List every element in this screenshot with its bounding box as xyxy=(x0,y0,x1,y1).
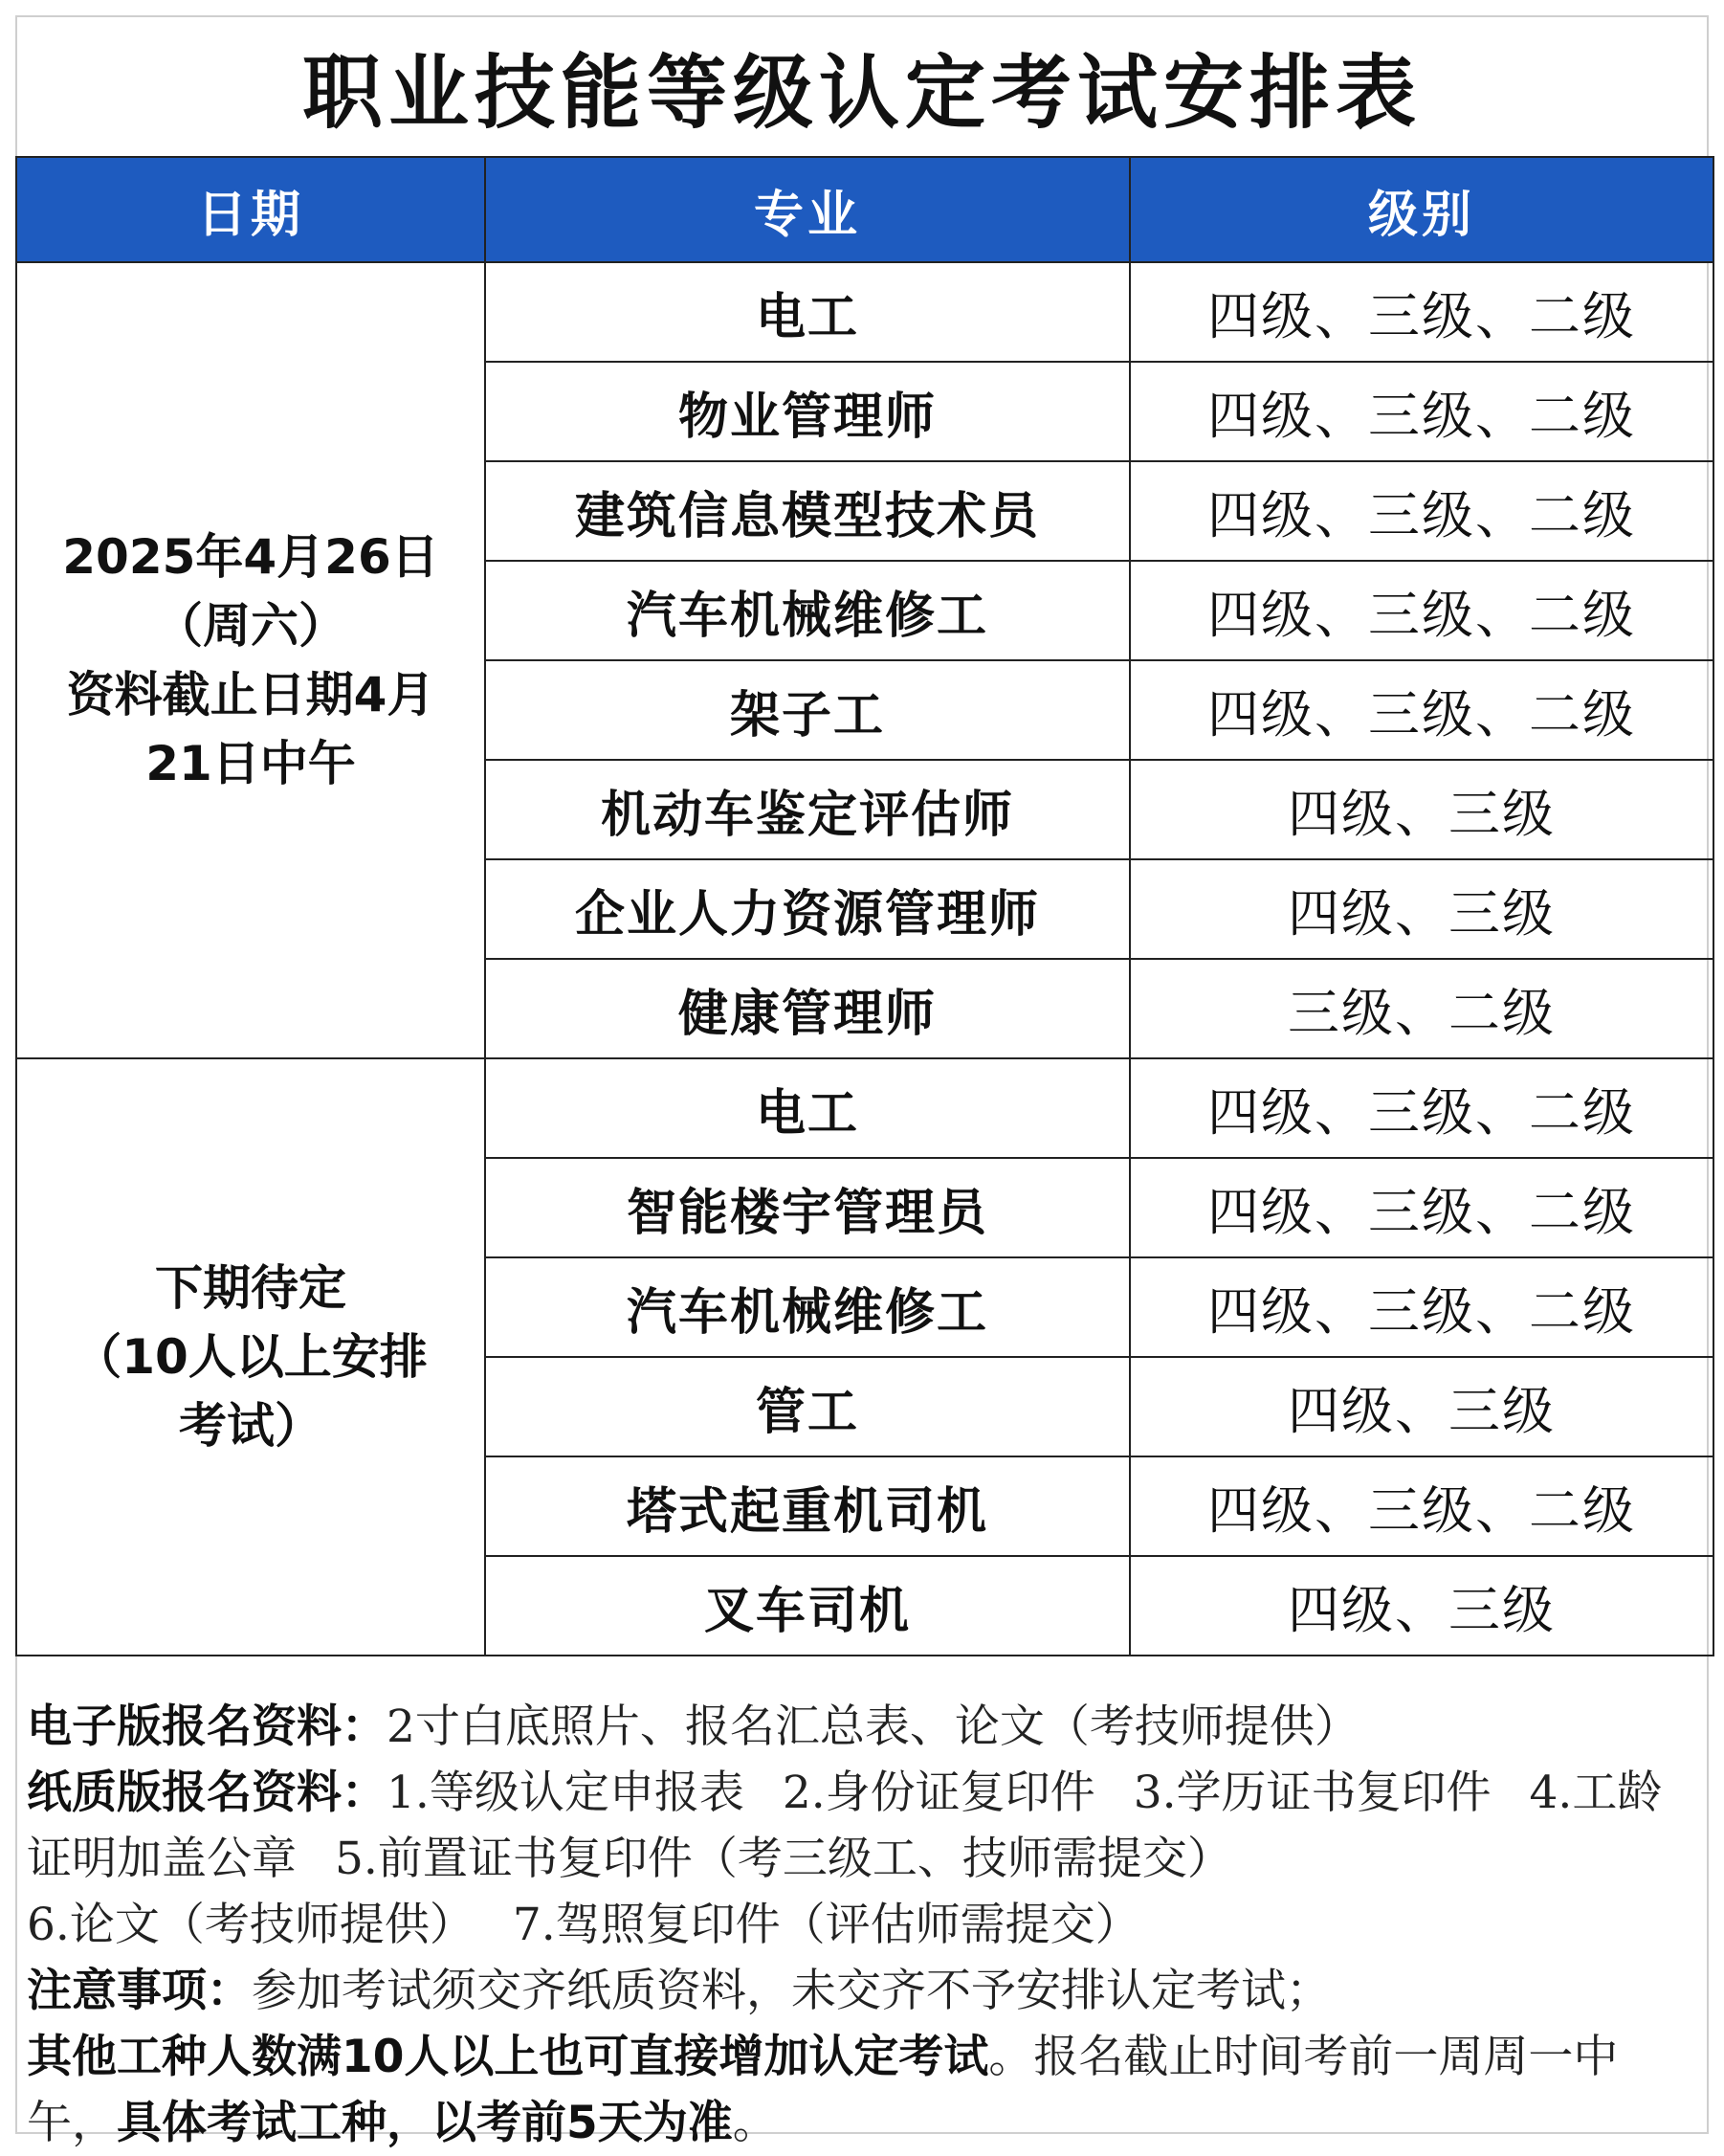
note-paper-item: 4.工龄证明加盖公章 xyxy=(27,1767,1663,1885)
level-cell: 四级、三级、二级 xyxy=(1130,1456,1713,1556)
page-title: 职业技能等级认定考试安排表 xyxy=(301,46,1422,140)
date-line: 下期待定 xyxy=(155,1260,346,1316)
major-cell: 汽车机械维修工 xyxy=(485,561,1130,660)
date-line: （周六） xyxy=(155,598,346,654)
major-cell: 电工 xyxy=(485,262,1130,362)
major-cell: 管工 xyxy=(485,1357,1130,1456)
level-cell: 四级、三级 xyxy=(1130,1357,1713,1456)
major-cell: 企业人力资源管理师 xyxy=(485,859,1130,959)
level-cell: 四级、三级、二级 xyxy=(1130,461,1713,561)
major-cell: 机动车鉴定评估师 xyxy=(485,760,1130,859)
level-cell: 四级、三级、二级 xyxy=(1130,262,1713,362)
major-cell: 建筑信息模型技术员 xyxy=(485,461,1130,561)
header-date: 日期 xyxy=(16,157,485,262)
note-paper xyxy=(27,1760,1701,1958)
table-row xyxy=(16,1058,1713,1158)
note-other-text: 。报名截止时间考前一周周一中午， xyxy=(27,2031,1619,2149)
level-cell: 四级、三级、二级 xyxy=(1130,660,1713,760)
note-specific-bold: 具体考试工种，以考前5天为准 xyxy=(117,2097,733,2149)
date-line: 21日中午 xyxy=(145,736,356,791)
notes-section xyxy=(27,1694,1701,2156)
header-major: 专业 xyxy=(485,157,1130,262)
note-paper-item: 3.学历证书复印件 xyxy=(1133,1767,1492,1819)
level-cell: 四级、三级、二级 xyxy=(1130,362,1713,461)
level-cell: 四级、三级 xyxy=(1130,859,1713,959)
table-body xyxy=(16,262,1713,1656)
schedule-table xyxy=(15,156,1714,1656)
note-other-bold: 其他工种人数满10人以上也可直接增加认定考试 xyxy=(27,2031,989,2083)
note-paper-item: 7.驾照复印件（评估师需提交） xyxy=(512,1899,1140,1951)
level-cell: 四级、三级、二级 xyxy=(1130,1257,1713,1357)
level-cell: 三级、二级 xyxy=(1130,959,1713,1058)
note-electronic-text: 2寸白底照片、报名汇总表、论文（考技师提供） xyxy=(387,1700,1359,1753)
date-line: 考试） xyxy=(179,1398,322,1454)
date-line: 2025年4月26日 xyxy=(62,529,439,585)
level-cell: 四级、三级、二级 xyxy=(1130,1158,1713,1257)
date-cell xyxy=(16,1058,485,1656)
level-cell: 四级、三级 xyxy=(1130,1556,1713,1656)
note-paper-item: 5.前置证书复印件（考三级工、技师需提交） xyxy=(335,1833,1232,1885)
table-row xyxy=(16,262,1713,362)
major-cell: 汽车机械维修工 xyxy=(485,1257,1130,1357)
note-other xyxy=(27,2024,1701,2156)
note-paper-item: 6.论文（考技师提供） xyxy=(27,1899,475,1951)
major-cell: 塔式起重机司机 xyxy=(485,1456,1130,1556)
major-cell: 叉车司机 xyxy=(485,1556,1130,1656)
note-electronic-label: 电子版报名资料： xyxy=(27,1700,387,1753)
note-paper-item: 2.身份证复印件 xyxy=(782,1767,1095,1819)
major-cell: 物业管理师 xyxy=(485,362,1130,461)
note-attention-text: 参加考试须交齐纸质资料，未交齐不予安排认定考试； xyxy=(252,1965,1331,2017)
note-specific-end: 。 xyxy=(732,2097,778,2149)
note-paper-label: 纸质版报名资料： xyxy=(27,1767,387,1819)
major-cell: 健康管理师 xyxy=(485,959,1130,1058)
level-cell: 四级、三级、二级 xyxy=(1130,1058,1713,1158)
header-level: 级别 xyxy=(1130,157,1713,262)
note-attention-label: 注意事项： xyxy=(27,1965,252,2017)
level-cell: 四级、三级、二级 xyxy=(1130,561,1713,660)
date-cell xyxy=(16,262,485,1058)
major-cell: 电工 xyxy=(485,1058,1130,1158)
level-cell: 四级、三级 xyxy=(1130,760,1713,859)
date-line: （10人以上安排 xyxy=(74,1329,428,1385)
note-paper-item: 1.等级认定申报表 xyxy=(387,1767,744,1819)
date-line: 资料截止日期4月 xyxy=(66,667,435,722)
major-cell: 架子工 xyxy=(485,660,1130,760)
major-cell: 智能楼宇管理员 xyxy=(485,1158,1130,1257)
table-header-row xyxy=(16,157,1713,262)
note-attention xyxy=(27,1958,1701,2024)
note-electronic xyxy=(27,1694,1701,1760)
